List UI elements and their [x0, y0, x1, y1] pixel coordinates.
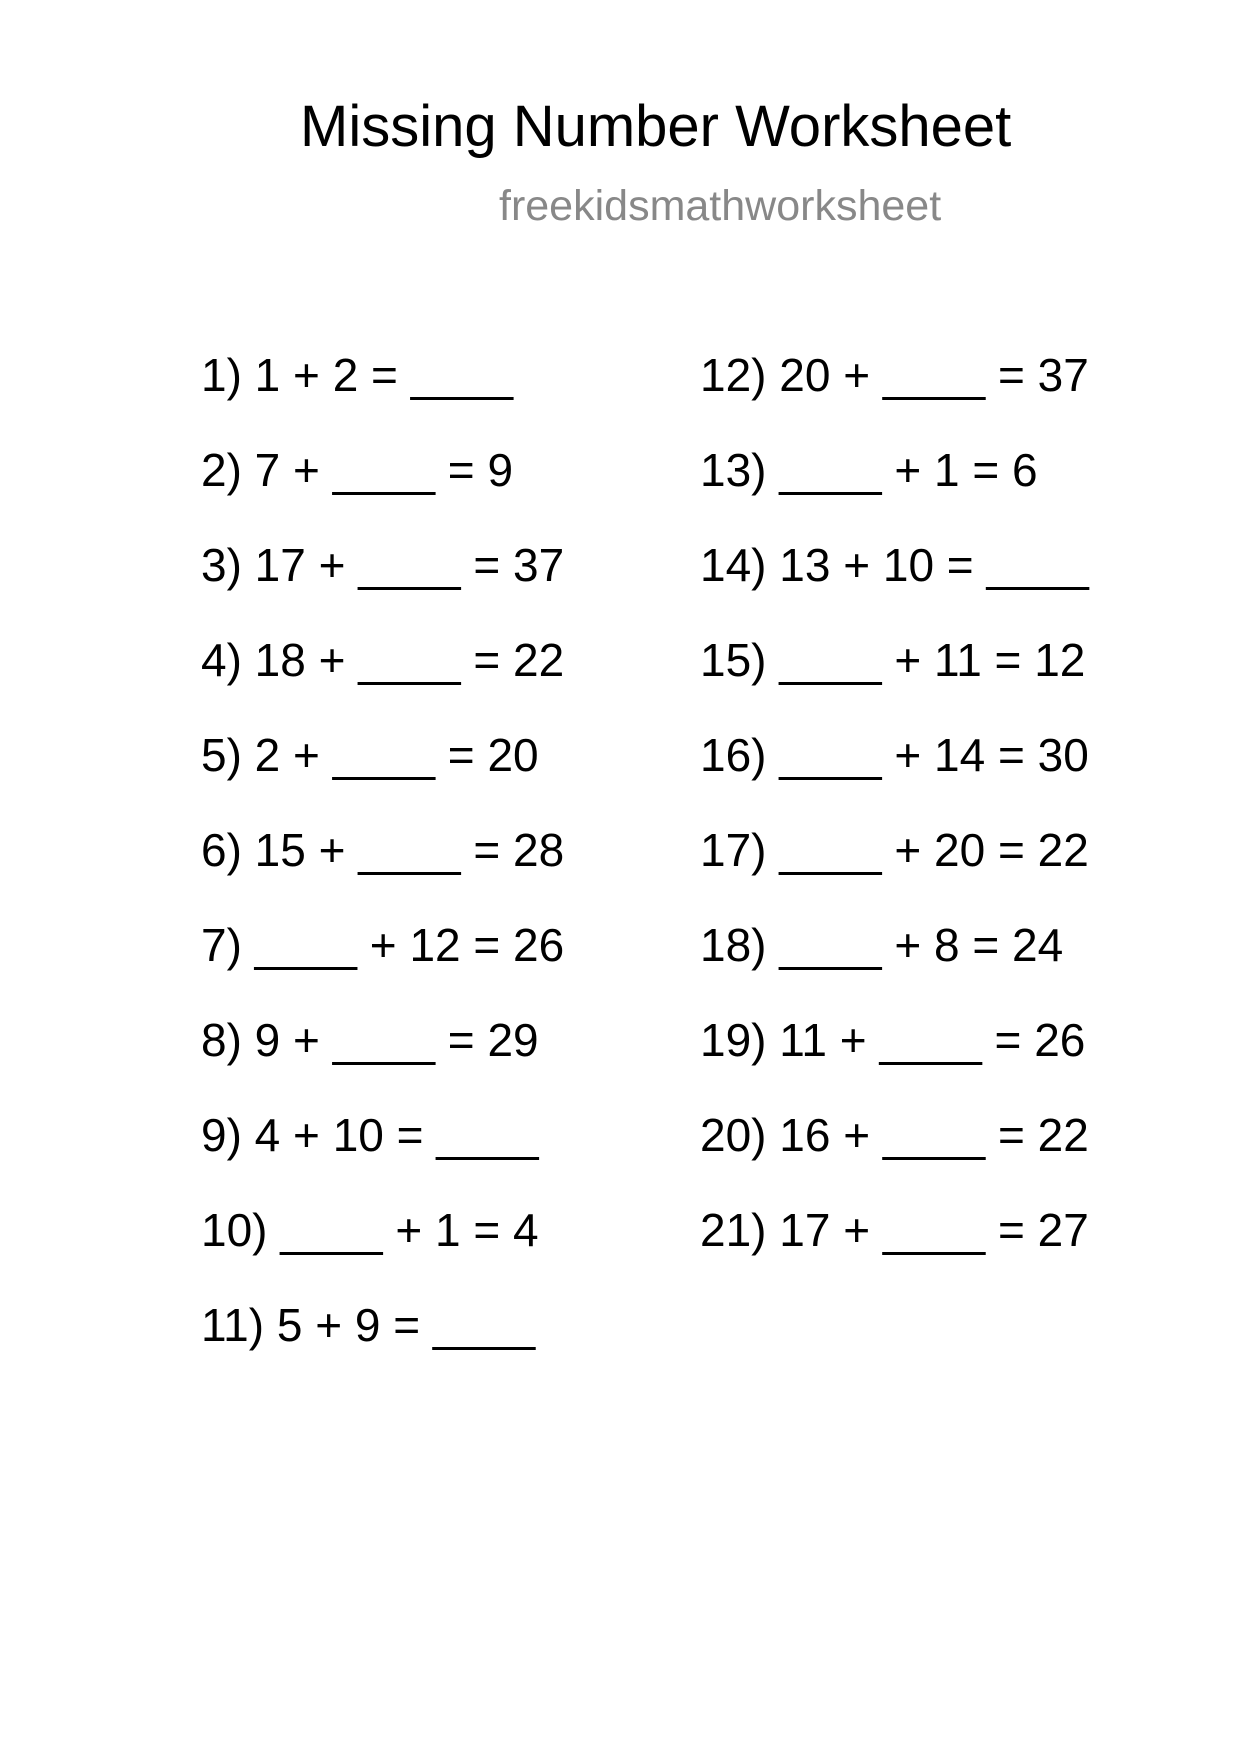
- problem: 17) ____ + 20 = 22: [700, 824, 1089, 876]
- problem: 12) 20 + ____ = 37: [700, 349, 1089, 401]
- problem: 5) 2 + ____ = 20: [201, 729, 539, 781]
- problem: 2) 7 + ____ = 9: [201, 444, 514, 496]
- problem: 20) 16 + ____ = 22: [700, 1109, 1089, 1161]
- problem: 1) 1 + 2 = ____: [201, 349, 514, 401]
- problem: 18) ____ + 8 = 24: [700, 919, 1064, 971]
- problem: 16) ____ + 14 = 30: [700, 729, 1089, 781]
- problems-left-column: [201, 349, 565, 1397]
- problem: 6) 15 + ____ = 28: [201, 824, 565, 876]
- problem: 8) 9 + ____ = 29: [201, 1014, 539, 1066]
- worksheet-title: Missing Number Worksheet: [300, 94, 1012, 159]
- problem: 21) 17 + ____ = 27: [700, 1204, 1089, 1256]
- problem: 11) 5 + 9 = ____: [201, 1299, 536, 1351]
- problem: 13) ____ + 1 = 6: [700, 444, 1038, 496]
- problem: 7) ____ + 12 = 26: [201, 919, 565, 971]
- problem: 14) 13 + 10 = ____: [700, 539, 1089, 591]
- problem: 15) ____ + 11 = 12: [700, 634, 1086, 686]
- worksheet-subtitle: freekidsmathworksheet: [499, 182, 942, 230]
- problem: 3) 17 + ____ = 37: [201, 539, 565, 591]
- problem: 4) 18 + ____ = 22: [201, 634, 565, 686]
- problems-right-column: [700, 349, 1089, 1302]
- problem: 9) 4 + 10 = ____: [201, 1109, 539, 1161]
- problem: 10) ____ + 1 = 4: [201, 1204, 539, 1256]
- problem: 19) 11 + ____ = 26: [700, 1014, 1086, 1066]
